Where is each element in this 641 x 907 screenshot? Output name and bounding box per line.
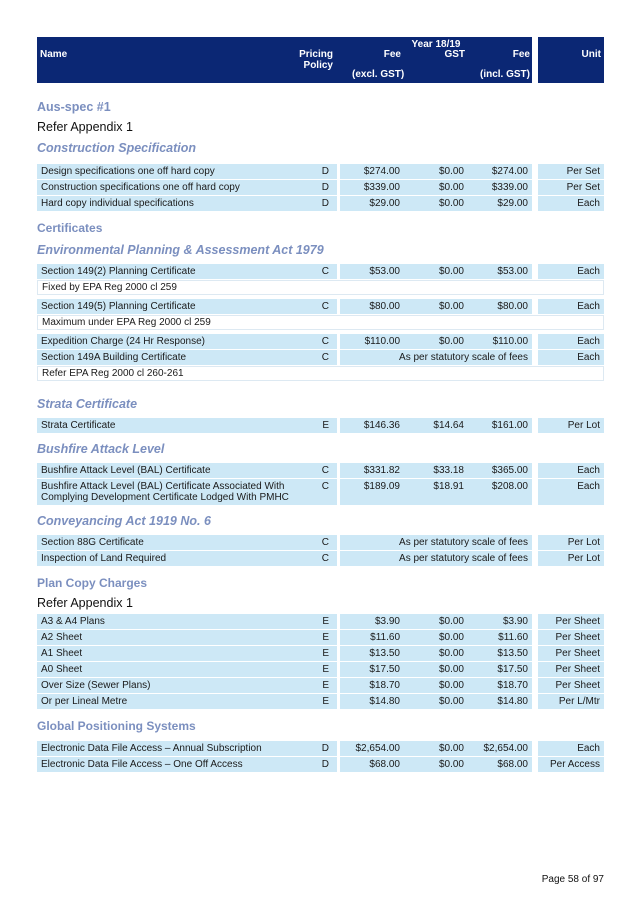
row-fee-incl: $2,654.00: [468, 741, 532, 756]
row-statutory-fee: As per statutory scale of fees: [340, 535, 532, 550]
row-name: Strata Certificate: [37, 418, 301, 433]
row-policy: C: [301, 350, 337, 365]
row-gst: $0.00: [404, 662, 468, 677]
row-fee-incl: $110.00: [468, 334, 532, 349]
row-gst: $0.00: [404, 614, 468, 629]
row-policy: D: [301, 757, 337, 772]
row-fee-incl: $161.00: [468, 418, 532, 433]
page-number: Page 58 of 97: [541, 874, 604, 885]
row-unit: Per Lot: [538, 535, 604, 550]
table-row: [37, 164, 604, 179]
row-fee: $2,654.00: [340, 741, 404, 756]
row-unit: Each: [538, 463, 604, 478]
header-excl-gst: (excl. GST): [352, 69, 405, 80]
row-policy: C: [301, 479, 337, 505]
row-policy: E: [301, 694, 337, 709]
row-gst: $0.00: [404, 164, 468, 179]
row-unit: Each: [538, 264, 604, 279]
row-policy: C: [301, 551, 337, 566]
section-title-bushfire: Bushfire Attack Level: [37, 442, 165, 456]
table-row: [37, 418, 604, 433]
row-unit: Per Lot: [538, 551, 604, 566]
section-title-plancopy: Plan Copy Charges: [37, 576, 148, 590]
row-name: A3 & A4 Plans: [37, 614, 301, 629]
section-title-ausspec: Aus-spec #1: [37, 100, 111, 114]
row-fee: $189.09: [340, 479, 404, 505]
row-name: Section 149(2) Planning Certificate: [37, 264, 301, 279]
table-row: [37, 479, 604, 505]
row-policy: C: [301, 535, 337, 550]
table-row: [37, 694, 604, 709]
row-gst: $0.00: [404, 299, 468, 314]
row-unit: Per Lot: [538, 418, 604, 433]
row-fee: $14.80: [340, 694, 404, 709]
row-name: A1 Sheet: [37, 646, 301, 661]
section-title-conveyancing: Conveyancing Act 1919 No. 6: [37, 514, 211, 528]
row-gst: $0.00: [404, 678, 468, 693]
header-name: Name: [40, 49, 68, 60]
table-header: [37, 37, 604, 83]
row-fee: $339.00: [340, 180, 404, 195]
row-policy: C: [301, 334, 337, 349]
table-row: [37, 535, 604, 550]
row-fee: $146.36: [340, 418, 404, 433]
row-policy: E: [301, 418, 337, 433]
header-unit: Unit: [581, 49, 601, 60]
row-unit: Per Sheet: [538, 646, 604, 661]
row-gst: $0.00: [404, 694, 468, 709]
table-row: [37, 741, 604, 756]
row-unit: Per Access: [538, 757, 604, 772]
row-fee-incl: $80.00: [468, 299, 532, 314]
row-fee-incl: $208.00: [468, 479, 532, 505]
table-row: [37, 662, 604, 677]
row-unit: Each: [538, 196, 604, 211]
row-fee-incl: $13.50: [468, 646, 532, 661]
row-unit: Each: [538, 299, 604, 314]
row-fee: $13.50: [340, 646, 404, 661]
row-fee: $110.00: [340, 334, 404, 349]
row-fee: $68.00: [340, 757, 404, 772]
row-policy: E: [301, 614, 337, 629]
row-fee: $18.70: [340, 678, 404, 693]
row-note: Fixed by EPA Reg 2000 cl 259: [37, 280, 604, 295]
section-title-epa: Environmental Planning & Assessment Act 1979: [37, 243, 324, 257]
row-name: Or per Lineal Metre: [37, 694, 301, 709]
row-fee: $29.00: [340, 196, 404, 211]
row-gst: $0.00: [404, 334, 468, 349]
row-fee-incl: $68.00: [468, 757, 532, 772]
row-name: Bushfire Attack Level (BAL) Certificate: [37, 463, 301, 478]
row-policy: E: [301, 646, 337, 661]
header-pricing-policy: Pricing Policy: [299, 49, 333, 71]
row-policy: C: [301, 463, 337, 478]
row-fee: $80.00: [340, 299, 404, 314]
row-unit: Per Sheet: [538, 678, 604, 693]
row-policy: D: [301, 180, 337, 195]
row-name: Electronic Data File Access – One Off Access: [37, 757, 301, 772]
row-policy: D: [301, 196, 337, 211]
row-name: Electronic Data File Access – Annual Subscription: [37, 741, 301, 756]
row-policy: C: [301, 299, 337, 314]
header-incl-gst: (incl. GST): [480, 69, 530, 80]
row-policy: D: [301, 741, 337, 756]
header-year: Year 18/19: [411, 39, 461, 50]
row-fee-incl: $365.00: [468, 463, 532, 478]
row-statutory-fee: As per statutory scale of fees: [340, 350, 532, 365]
row-name: Expedition Charge (24 Hr Response): [37, 334, 301, 349]
section-title-certificates: Certificates: [37, 221, 103, 235]
row-gst: $14.64: [404, 418, 468, 433]
row-gst: $0.00: [404, 264, 468, 279]
row-gst: $0.00: [404, 630, 468, 645]
row-unit: Each: [538, 741, 604, 756]
table-row: [37, 646, 604, 661]
row-fee: $53.00: [340, 264, 404, 279]
table-row: [37, 757, 604, 772]
row-name: Section 149(5) Planning Certificate: [37, 299, 301, 314]
row-unit: Per Sheet: [538, 614, 604, 629]
row-fee: $11.60: [340, 630, 404, 645]
row-policy: E: [301, 678, 337, 693]
row-gst: $0.00: [404, 646, 468, 661]
row-fee-incl: $53.00: [468, 264, 532, 279]
row-gst: $18.91: [404, 479, 468, 505]
row-name: Section 149A Building Certificate: [37, 350, 301, 365]
row-gst: $33.18: [404, 463, 468, 478]
row-unit: Each: [538, 479, 604, 505]
row-statutory-fee: As per statutory scale of fees: [340, 551, 532, 566]
table-row: [37, 299, 604, 314]
ausspec-ref: Refer Appendix 1: [37, 120, 133, 134]
row-unit: Each: [538, 334, 604, 349]
row-name: A0 Sheet: [37, 662, 301, 677]
row-fee-incl: $14.80: [468, 694, 532, 709]
row-gst: $0.00: [404, 757, 468, 772]
row-name: Section 88G Certificate: [37, 535, 301, 550]
header-fee-incl: Fee: [512, 49, 530, 60]
row-fee-incl: $3.90: [468, 614, 532, 629]
row-fee-incl: $29.00: [468, 196, 532, 211]
table-row: [37, 196, 604, 211]
table-row: [37, 334, 604, 349]
row-fee-incl: $11.60: [468, 630, 532, 645]
row-unit: Per Sheet: [538, 630, 604, 645]
table-row: [37, 551, 604, 566]
table-row: [37, 678, 604, 693]
row-fee: $331.82: [340, 463, 404, 478]
plancopy-ref: Refer Appendix 1: [37, 596, 133, 610]
fee-schedule-page: [37, 37, 604, 773]
row-name: Construction specifications one off hard copy: [37, 180, 301, 195]
header-gst: GST: [444, 49, 465, 60]
row-note: Maximum under EPA Reg 2000 cl 259: [37, 315, 604, 330]
row-policy: E: [301, 662, 337, 677]
table-row: [37, 180, 604, 195]
section-title-strata: Strata Certificate: [37, 397, 138, 411]
row-fee-incl: $17.50: [468, 662, 532, 677]
row-gst: $0.00: [404, 196, 468, 211]
row-fee-incl: $274.00: [468, 164, 532, 179]
table-row: [37, 463, 604, 478]
row-name: Bushfire Attack Level (BAL) Certificate Associated With Complying Development Certificate Lodged With PMHC: [37, 479, 301, 505]
table-row: [37, 630, 604, 645]
row-policy: E: [301, 630, 337, 645]
table-row: [37, 350, 604, 365]
row-name: Over Size (Sewer Plans): [37, 678, 301, 693]
row-gst: $0.00: [404, 741, 468, 756]
row-fee-incl: $339.00: [468, 180, 532, 195]
row-gst: $0.00: [404, 180, 468, 195]
row-policy: D: [301, 164, 337, 179]
row-policy: C: [301, 264, 337, 279]
section-title-construction: Construction Specification: [37, 141, 197, 155]
row-unit: Each: [538, 350, 604, 365]
row-name: Hard copy individual specifications: [37, 196, 301, 211]
row-name: Design specifications one off hard copy: [37, 164, 301, 179]
header-fee: Fee: [383, 49, 401, 60]
row-fee-incl: $18.70: [468, 678, 532, 693]
row-unit: Per Set: [538, 164, 604, 179]
row-name: A2 Sheet: [37, 630, 301, 645]
row-fee: $17.50: [340, 662, 404, 677]
row-fee: $3.90: [340, 614, 404, 629]
row-name: Inspection of Land Required: [37, 551, 301, 566]
table-row: [37, 614, 604, 629]
row-fee: $274.00: [340, 164, 404, 179]
row-unit: Per Sheet: [538, 662, 604, 677]
row-unit: Per L/Mtr: [538, 694, 604, 709]
row-note: Refer EPA Reg 2000 cl 260-261: [37, 366, 604, 381]
row-unit: Per Set: [538, 180, 604, 195]
table-row: [37, 264, 604, 279]
section-title-gps: Global Positioning Systems: [37, 719, 196, 733]
